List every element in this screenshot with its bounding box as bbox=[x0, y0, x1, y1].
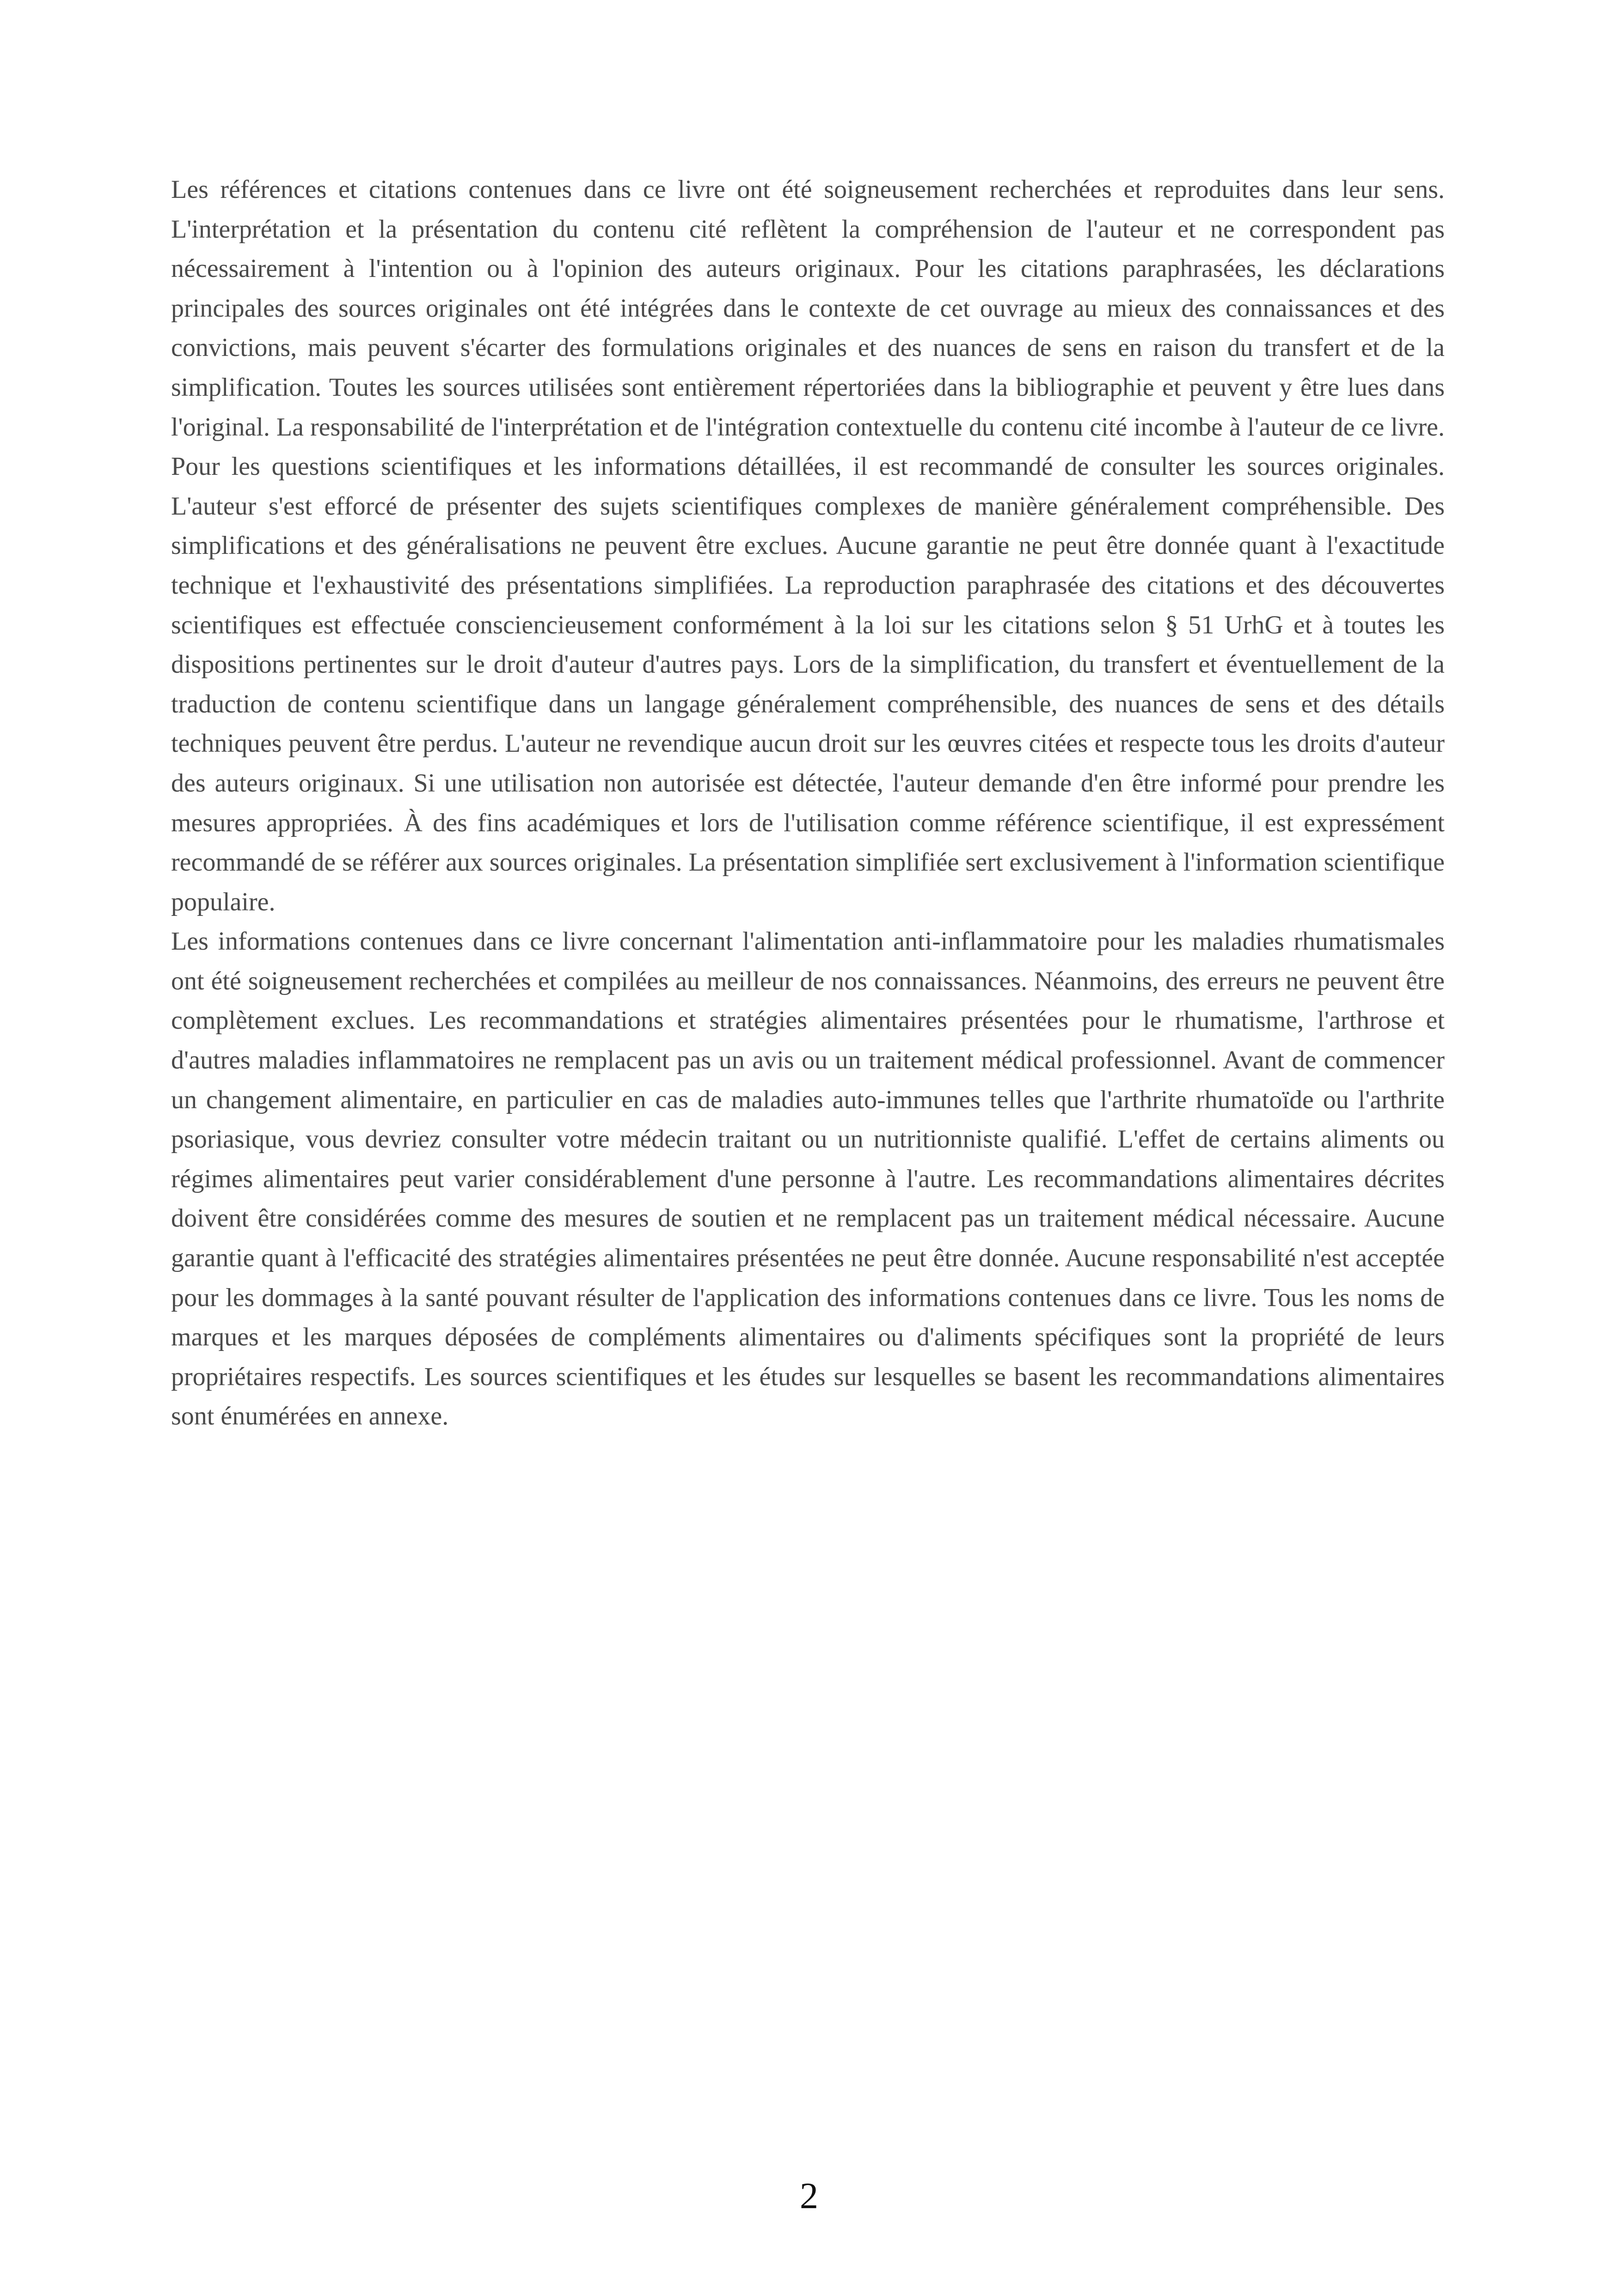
page-number: 2 bbox=[800, 2176, 818, 2216]
paragraph-sources-disclaimer: Les références et citations contenues dans ce livre ont été soigneusement recherchées et reproduites dans leur sens. L'interprétation et la présentation du contenu cité reflètent la compréhension de l'auteur et ne correspondent pas nécessairement à l'intention ou à l'opinion des auteurs originaux. Pour les citations paraphrasées, les déclarations principales des sources originales ont été intégrées dans le contexte de cet ouvrage au mieux des connaissances et des convictions, mais peuvent s'écarter des formulations originales et des nuances de sens en raison du transfert et de la simplification. Toutes les sources utilisées sont entièrement répertoriées dans la bibliographie et peuvent y être lues dans l'original. La responsabilité de l'interprétation et de l'intégration contextuelle du contenu cité incombe à l'auteur de ce livre. Pour les questions scientifiques et les informations détaillées, il est recommandé de consulter les sources originales. L'auteur s'est efforcé de présenter des sujets scientifiques complexes de manière généralement compréhensible. Des simplifications et des généralisations ne peuvent être exclues. Aucune garantie ne peut être donnée quant à l'exactitude technique et l'exhaustivité des présentations simplifiées. La reproduction paraphrasée des citations et des découvertes scientifiques est effectuée consciencieusement conformément à la loi sur les citations selon § 51 UrhG et à toutes les dispositions pertinentes sur le droit d'auteur d'autres pays. Lors de la simplification, du transfert et éventuellement de la traduction de contenu scientifique dans un langage généralement compréhensible, des nuances de sens et des détails techniques peuvent être perdus. L'auteur ne revendique aucun droit sur les œuvres citées et respecte tous les droits d'auteur des auteurs originaux. Si une utilisation non autorisée est détectée, l'auteur demande d'en être informé pour prendre les mesures appropriées. À des fins académiques et lors de l'utilisation comme référence scientifique, il est expressément recommandé de se référer aux sources originales. La présentation simplifiée sert exclusivement à l'information scientifique populaire. bbox=[171, 175, 1445, 916]
body-text bbox=[171, 170, 1445, 1437]
paragraph-medical-disclaimer: Les informations contenues dans ce livre concernant l'alimentation anti-inflammatoire pour les maladies rhumatismales ont été soigneusement recherchées et compilées au meilleur de nos connaissances. Néanmoins, des erreurs ne peuvent être complètement exclues. Les recommandations et stratégies alimentaires présentées pour le rhumatisme, l'arthrose et d'autres maladies inflammatoires ne remplacent pas un avis ou un traitement médical professionnel. Avant de commencer un changement alimentaire, en particulier en cas de maladies auto-immunes telles que l'arthrite rhumatoïde ou l'arthrite psoriasique, vous devriez consulter votre médecin traitant ou un nutritionniste qualifié. L'effet de certains aliments ou régimes alimentaires peut varier considérablement d'une personne à l'autre. Les recommandations alimentaires décrites doivent être considérées comme des mesures de soutien et ne remplacent pas un traitement médical nécessaire. Aucune garantie quant à l'efficacité des stratégies alimentaires présentées ne peut être donnée. Aucune responsabilité n'est acceptée pour les dommages à la santé pouvant résulter de l'application des informations contenues dans ce livre. Tous les noms de marques et les marques déposées de compléments alimentaires ou d'aliments spécifiques sont la propriété de leurs propriétaires respectifs. Les sources scientifiques et les études sur lesquelles se basent les recommandations alimentaires sont énumérées en annexe. bbox=[171, 927, 1445, 1431]
